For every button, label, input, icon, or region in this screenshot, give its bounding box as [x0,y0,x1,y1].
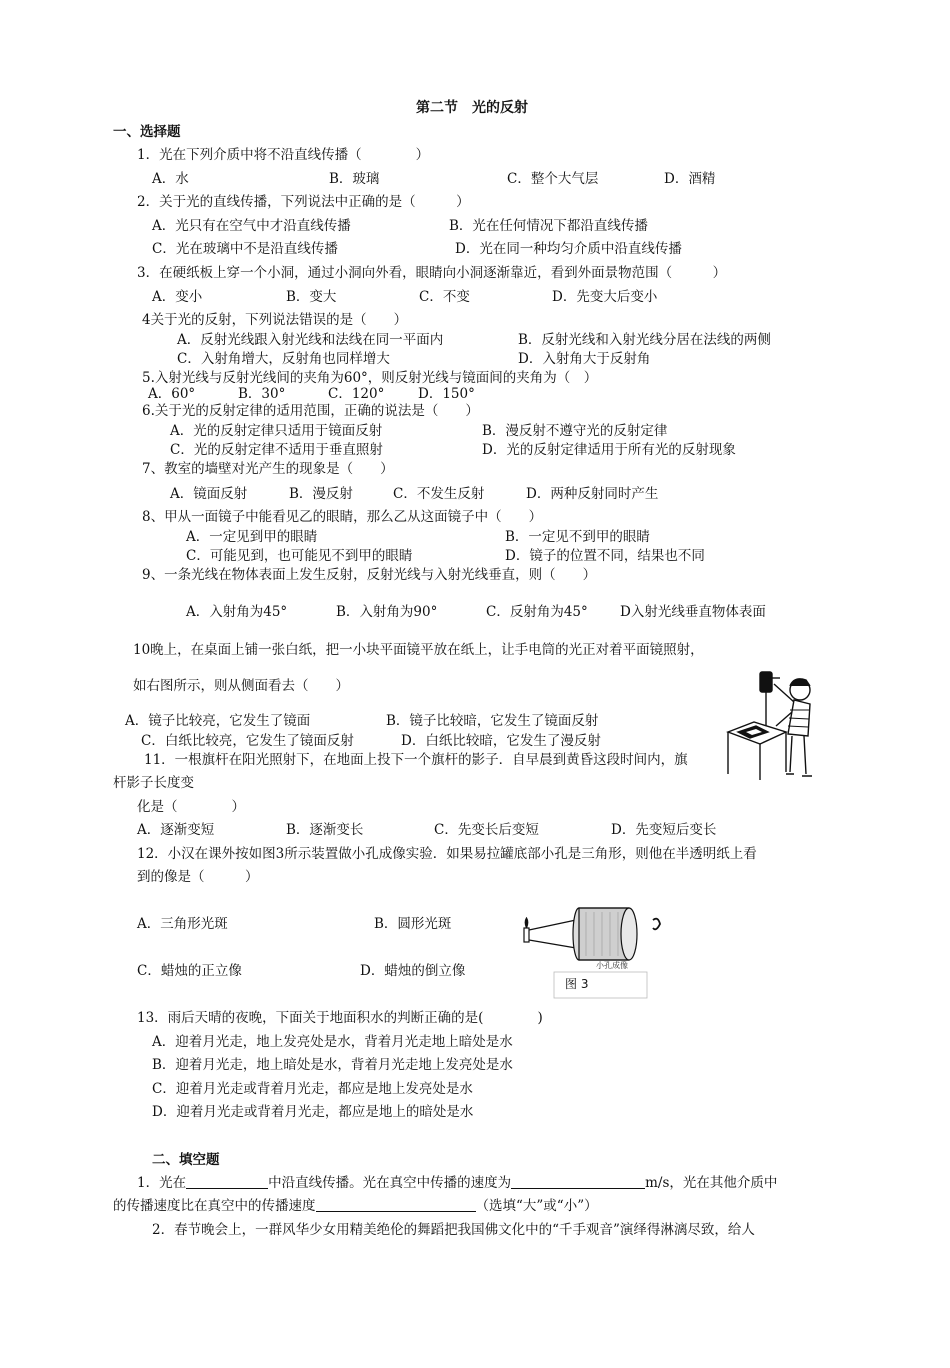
q1-option-b: B．玻璃 [329,171,380,187]
q2-option-b: B．光在任何情况下都沿直线传播 [449,218,648,234]
q1-option-d: D．酒精 [664,171,716,187]
q1-option-c: C．整个大气层 [507,171,599,187]
q10-option-b: B．镜子比较暗，它发生了镜面反射 [386,713,599,729]
question-10-stem-cont: 如右图所示，则从侧面看去（ ） [133,678,349,694]
q8-option-a: A．一定见到甲的眼睛 [186,529,318,545]
fill-1-blank-compare[interactable] [316,1197,476,1212]
q13-option-c: C．迎着月光走或背着月光走，都应是地上发亮处是水 [152,1081,473,1097]
q12-option-c: C．蜡烛的正立像 [137,963,242,979]
page-title: 第二节 光的反射 [416,100,528,116]
q12-option-a: A．三角形光斑 [137,916,228,932]
q7-option-c: C．不发生反射 [393,486,485,502]
q3-option-a: A．变小 [152,289,203,305]
question-9-stem: 9、一条光线在物体表面上发生反射，反射光线与入射光线垂直，则（ ） [142,567,597,583]
section-heading-choice: 一、选择题 [113,124,181,140]
fill-1-part-2: 中沿直线传播。光在真空中传播的速度为 [268,1175,512,1191]
question-10-stem: 10晚上，在桌面上铺一张白纸，把一小块平面镜平放在纸上，让手电筒的光正对着平面镜照射， [133,642,704,658]
q10-option-c: C．白纸比较亮，它发生了镜面反射 [141,733,354,749]
q11-option-a: A．逐渐变短 [137,822,215,838]
q2-option-a: A．光只有在空气中才沿直线传播 [152,218,351,234]
q3-option-b: B．变大 [286,289,337,305]
q4-option-d: D．入射角大于反射角 [518,351,651,367]
q2-option-d: D．光在同一种均匀介质中沿直线传播 [455,241,682,257]
figure-3-caption: 图 3 [565,977,589,991]
q5-option-b: B．30° [238,386,286,402]
q2-option-c: C．光在玻璃中不是沿直线传播 [152,241,338,257]
fill-question-2: 2．春节晚会上，一群风华少女用精美绝伦的舞蹈把我国佛文化中的“千手观音”演绎得淋漓尽致，给人 [152,1222,755,1238]
q6-option-c: C．光的反射定律不适用于垂直照射 [170,442,383,458]
q4-option-a: A．反射光线跟入射光线和法线在同一平面内 [177,332,444,348]
q13-option-d: D．迎着月光走或背着月光走，都应是地上的暗处是水 [152,1104,474,1120]
q6-option-d: D．光的反射定律适用于所有光的反射现象 [482,442,736,458]
question-12-stem-cont: 到的像是（ ） [137,869,259,885]
question-11-stem: 11．一根旗杆在阳光照射下，在地面上投下一个旗杆的影子．自早晨到黄昏这段时间内，旗 [144,752,688,768]
q9-option-c: C．反射角为45° [486,604,588,620]
q13-option-a: A．迎着月光走，地上发亮处是水，背着月光走地上暗处是水 [152,1034,513,1050]
q13-option-b: B．迎着月光走，地上暗处是水，背着月光走地上发亮处是水 [152,1057,513,1073]
question-4-stem: 4关于光的反射，下列说法错误的是（ ） [142,312,408,328]
q9-option-b: B．入射角为90° [336,604,438,620]
question-3-stem: 3．在硬纸板上穿一个小洞，通过小洞向外看，眼睛向小洞逐渐靠近，看到外面景物范围（ ） [137,265,727,281]
question-8-stem: 8、甲从一面镜子中能看见乙的眼睛，那么乙从这面镜子中（ ） [142,509,543,525]
question-1-stem: 1．光在下列介质中将不沿直线传播（ ） [137,147,430,163]
pinhole-camera-figure [516,900,676,1000]
fill-question-1-cont [113,1197,598,1215]
q8-option-b: B．一定见不到甲的眼睛 [505,529,650,545]
question-6-stem: 6.关于光的反射定律的适用范围，正确的说法是（ ） [142,403,479,419]
question-11-stem-cont: 杆影子长度变 [113,775,194,791]
question-2-stem: 2．关于光的直线传播，下列说法中正确的是（ ） [137,194,470,210]
q10-option-d: D．白纸比较暗，它发生了漫反射 [401,733,601,749]
q9-option-a: A．入射角为45° [186,604,288,620]
question-5-stem: 5.入射光线与反射光线间的夹角为60°，则反射光线与镜面间的夹角为（ ） [142,370,598,386]
q5-option-a: A．60° [148,386,196,402]
q4-option-b: B．反射光线和入射光线分居在法线的两侧 [518,332,771,348]
q12-option-b: B．圆形光斑 [374,916,452,932]
question-11-stem-cont2: 化是（ ） [137,799,245,815]
q11-option-b: B．逐渐变长 [286,822,364,838]
q5-option-c: C．120° [328,386,385,402]
q5-option-d: D．150° [418,386,475,402]
pinhole-figure-label: 小孔成像 [596,961,628,970]
question-7-stem: 7、教室的墙壁对光产生的现象是（ ） [142,461,394,477]
flashlight-mirror-figure [724,664,828,782]
question-12-stem: 12．小汉在课外按如图3所示装置做小孔成像实验．如果易拉罐底部小孔是三角形，则他在半透明纸上看 [137,846,757,862]
q11-option-c: C．先变长后变短 [434,822,539,838]
q8-option-c: C．可能见到，也可能见不到甲的眼睛 [186,548,413,564]
fill-1-part-5: （选填“大”或“小”） [475,1198,598,1214]
q12-option-d: D．蜡烛的倒立像 [360,963,466,979]
q7-option-b: B．漫反射 [289,486,353,502]
fill-1-part-4: 的传播速度比在真空中的传播速度 [113,1198,316,1214]
q4-option-c: C．入射角增大，反射角也同样增大 [177,351,390,367]
q9-option-d: D入射光线垂直物体表面 [620,604,766,620]
q7-option-a: A．镜面反射 [170,486,248,502]
q1-option-a: A．水 [152,171,189,187]
q11-option-d: D．先变短后变长 [611,822,717,838]
q6-option-b: B．漫反射不遵守光的反射定律 [482,423,668,439]
q6-option-a: A．光的反射定律只适用于镜面反射 [170,423,383,439]
fill-1-blank-medium[interactable] [186,1174,268,1189]
q10-option-a: A．镜子比较亮，它发生了镜面 [125,713,311,729]
q3-option-c: C．不变 [419,289,470,305]
fill-1-part-1: 1．光在 [137,1175,187,1191]
fill-1-blank-speed[interactable] [511,1174,645,1189]
fill-1-part-3: m/s，光在其他介质中 [645,1175,778,1191]
question-13-stem: 13．雨后天晴的夜晚，下面关于地面积水的判断正确的是( ) [137,1010,543,1026]
q7-option-d: D．两种反射同时产生 [526,486,659,502]
fill-question-1 [137,1174,777,1192]
q8-option-d: D．镜子的位置不同，结果也不同 [505,548,705,564]
q3-option-d: D．先变大后变小 [552,289,658,305]
section-heading-fill: 二、填空题 [152,1152,220,1168]
